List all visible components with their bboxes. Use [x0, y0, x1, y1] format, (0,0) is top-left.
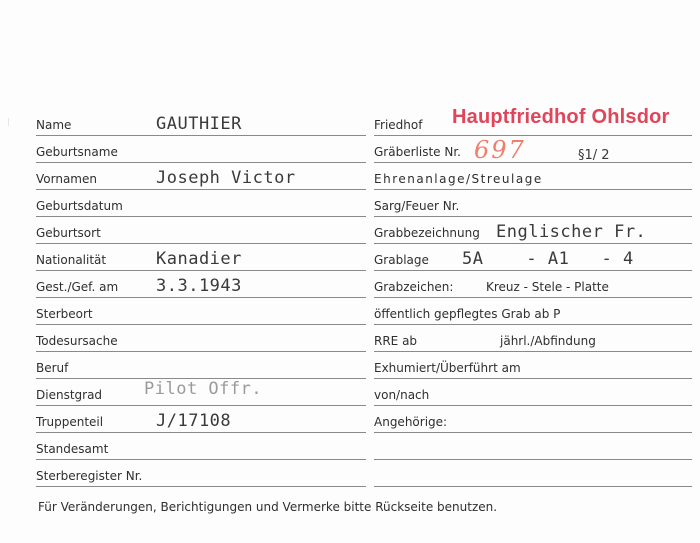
- field-public-care: [374, 296, 692, 325]
- value-grave-designation: Englischer Fr.: [496, 222, 647, 242]
- value-grave-marker: Kreuz - Stele - Platte: [486, 280, 609, 294]
- value-nationality: Kanadier: [156, 249, 242, 269]
- value-rre: jährl./Abfindung: [500, 334, 596, 348]
- label-honor-plot: Ehrenanlage/Streulage: [374, 172, 543, 186]
- value-rank: Pilot Offr.: [144, 379, 263, 399]
- label-registry-office: Standesamt: [36, 442, 109, 456]
- grave-list-section: §1/ 2: [578, 148, 610, 163]
- field-grave-location: [374, 242, 692, 271]
- label-death-place: Sterbeort: [36, 307, 93, 321]
- value-first-names: Joseph Victor: [156, 168, 296, 188]
- label-coffin-no: Sarg/Feuer Nr.: [374, 199, 460, 213]
- field-blank-2: [374, 458, 692, 487]
- grave-list-number-handwritten: 697: [474, 136, 526, 164]
- card-edge-mark: [8, 118, 19, 126]
- label-rank: Dienstgrad: [36, 388, 103, 402]
- label-nationality: Nationalität: [36, 253, 107, 267]
- label-name: Name: [36, 118, 72, 132]
- value-unit: J/17108: [156, 411, 232, 431]
- field-nationality: [36, 242, 366, 271]
- label-grave-location: Grablage: [374, 253, 429, 267]
- value-name: GAUTHIER: [156, 114, 242, 134]
- field-from-to: [374, 377, 692, 406]
- label-grave-list-no: Gräberliste Nr.: [374, 145, 461, 159]
- label-cemetery: Friedhof: [374, 118, 423, 132]
- label-grave-marker: Grabzeichen:: [374, 280, 454, 294]
- value-grave-location: 5A - A1 - 4: [462, 249, 634, 269]
- label-from-to: von/nach: [374, 388, 430, 402]
- label-birth-place: Geburtsort: [36, 226, 101, 240]
- field-grave-list-no: [374, 134, 692, 163]
- field-birth-name: [36, 134, 366, 163]
- label-birth-name: Geburtsname: [36, 145, 118, 159]
- footer-note: Für Veränderungen, Berichtigungen und Vermerke bitte Rückseite benutzen.: [38, 500, 498, 514]
- field-birth-place: [36, 215, 366, 244]
- field-relatives: [374, 404, 692, 433]
- field-rre: [374, 323, 692, 352]
- label-rre: RRE ab: [374, 334, 418, 348]
- label-birth-date: Geburtsdatum: [36, 199, 123, 213]
- label-relatives: Angehörige:: [374, 415, 448, 429]
- value-death-date: 3.3.1943: [156, 276, 242, 296]
- label-exhumed: Exhumiert/Überführt am: [374, 361, 521, 375]
- field-unit: [36, 404, 366, 433]
- field-registry-office: [36, 431, 366, 460]
- label-profession: Beruf: [36, 361, 69, 375]
- field-grave-designation: [374, 215, 692, 244]
- field-birth-date: [36, 188, 366, 217]
- field-first-names: [36, 161, 366, 190]
- field-cause-of-death: [36, 323, 366, 352]
- label-death-register-no: Sterberegister Nr.: [36, 469, 143, 483]
- label-public-care: öffentlich gepflegtes Grab ab P: [374, 307, 561, 321]
- label-unit: Truppenteil: [36, 415, 104, 429]
- field-honor-plot: [374, 161, 692, 190]
- field-death-date: [36, 269, 366, 298]
- label-cause-of-death: Todesursache: [36, 334, 118, 348]
- field-death-place: [36, 296, 366, 325]
- field-death-register-no: [36, 458, 366, 487]
- field-name: [36, 107, 366, 136]
- field-exhumed: [374, 350, 692, 379]
- field-rank: [36, 377, 366, 406]
- field-blank-1: [374, 431, 692, 460]
- label-death-date: Gest./Gef. am: [36, 280, 119, 294]
- label-grave-designation: Grabbezeichnung: [374, 226, 480, 240]
- field-grave-marker: [374, 269, 692, 298]
- field-profession: [36, 350, 366, 379]
- label-first-names: Vornamen: [36, 172, 97, 186]
- cemetery-stamp: Hauptfriedhof Ohlsdor: [452, 106, 670, 128]
- field-coffin-no: [374, 188, 692, 217]
